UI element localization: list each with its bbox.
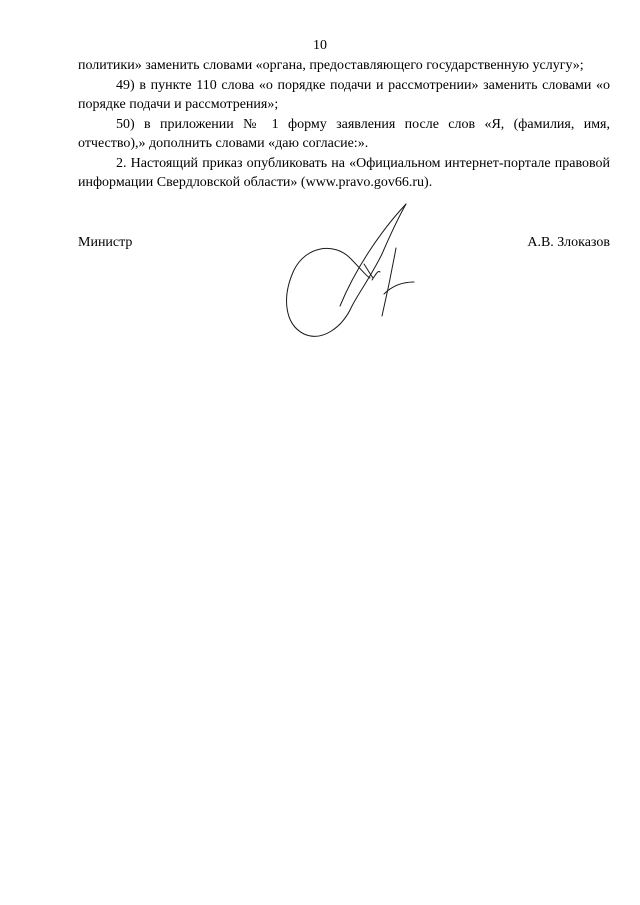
paragraph-continuation: политики» заменить словами «органа, предоставляющего государственную услугу»; <box>78 58 584 73</box>
page-number: 10 <box>313 38 327 53</box>
paragraph-publication: 2. Настоящий приказ опубликовать на «Официальном интернет-портале правовой информации Свердловской области» (www.pravo.gov66.ru). <box>78 155 610 190</box>
handwritten-signature <box>278 198 420 344</box>
paragraph-item-50: 50) в приложении № 1 форму заявления после слов «Я, (фамилия, имя, отчество),» дополнить словами «даю согласие:». <box>78 116 610 151</box>
paragraph-item-49: 49) в пункте 110 слова «о порядке подачи и рассмотрении» заменить словами «о порядке подачи и рассмотрения»; <box>78 77 610 112</box>
signatory-name: А.В. Злоказов <box>527 235 610 250</box>
signatory-title: Министр <box>78 235 133 250</box>
document-body <box>78 56 610 193</box>
